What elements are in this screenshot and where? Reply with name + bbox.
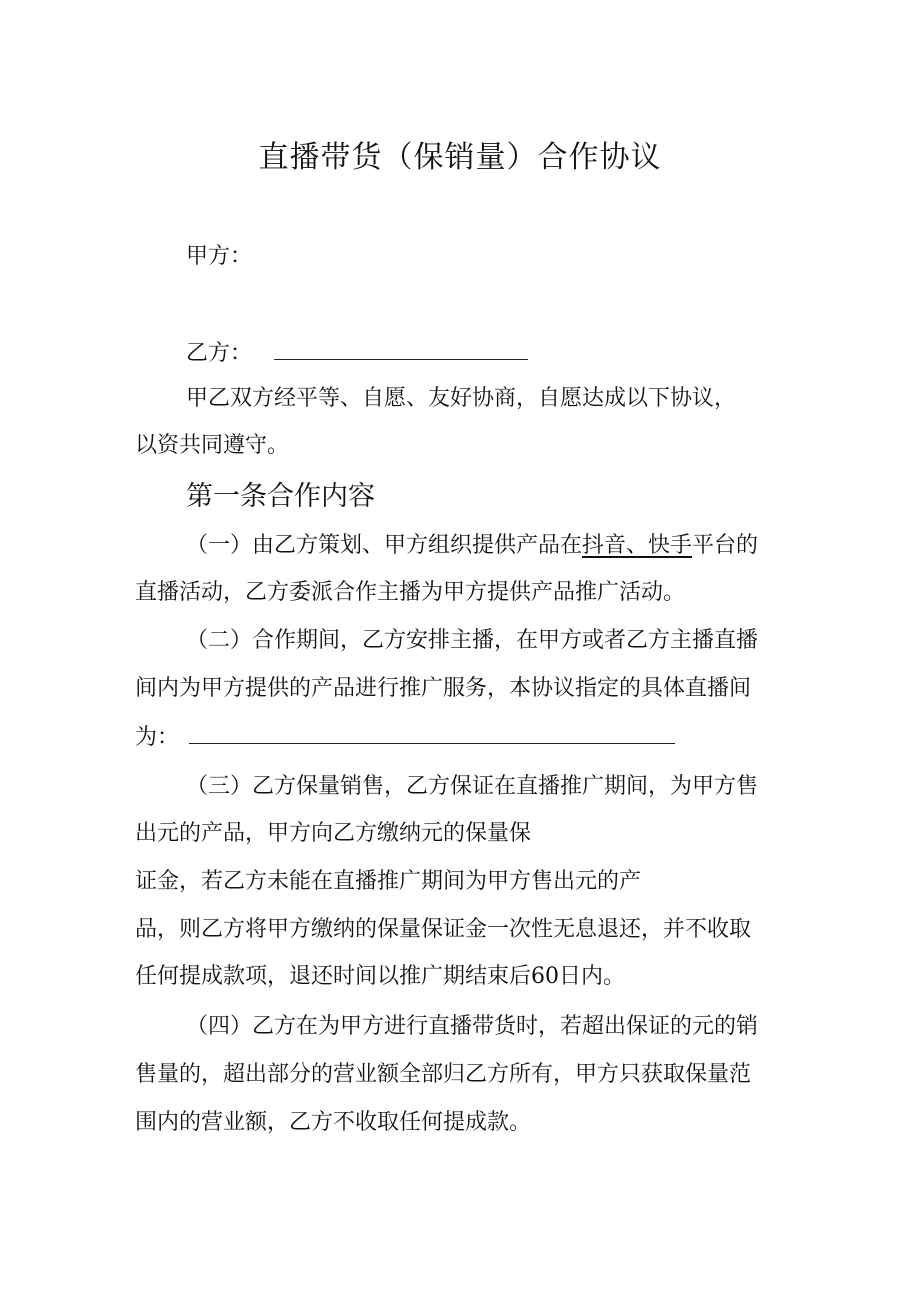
clause-4-line-2: 售量的，超出部分的营业额全部归乙方所有，甲方只获取保量范: [135, 1062, 752, 1087]
clause-1-line-1: [186, 530, 758, 562]
clause-2-line-1: （二）合作期间，乙方安排主播，在甲方或者乙方主播直播: [186, 628, 759, 653]
clause-1-text-post: 平台的: [692, 533, 759, 558]
clause-3-line-1: （三）乙方保量销售，乙方保证在直播推广期间，为甲方售: [186, 774, 759, 799]
clause-3-line-4: 品，则乙方将甲方缴纳的保量保证金一次性无息退还，并不收取: [135, 917, 752, 942]
clause-2-line-3: [135, 721, 675, 754]
clause-1-line-2: 直播活动，乙方委派合作主播为甲方提供产品推广活动。: [135, 580, 686, 605]
party-a-label: 甲方：: [186, 244, 253, 269]
live-room-blank-line: [189, 721, 675, 744]
party-b-label: 乙方：: [186, 341, 253, 366]
clause-4-line-3: 围内的营业额，乙方不收取任何提成款。: [135, 1110, 532, 1135]
clause-4-line-1: （四）乙方在为甲方进行直播带货时，若超出保证的元的销: [186, 1014, 759, 1039]
clause-3-line-3: 证金，若乙方未能在直播推广期间为甲方售出元的产: [135, 869, 642, 894]
document-title: 直播带货（保销量）合作协议: [258, 140, 662, 175]
intro-line-2: 以资共同遵守。: [135, 433, 290, 458]
clause-1-text-pre: （一）由乙方策划、甲方组织提供产品在: [186, 533, 583, 558]
clause-2-line-2: 间内为甲方提供的产品进行推广服务，本协议指定的具体直播间: [135, 676, 752, 701]
party-b-row: [186, 337, 528, 370]
clause-3-line-2: 出元的产品，甲方向乙方缴纳元的保量保: [135, 821, 532, 846]
live-room-label: 为：: [135, 725, 180, 750]
party-b-blank-line: [274, 337, 528, 360]
intro-line-1: 甲乙双方经平等、自愿、友好协商，自愿达成以下协议，: [186, 386, 737, 411]
clause-1-platforms: 抖音、快手: [582, 533, 693, 558]
article-1-heading: 第一条合作内容: [186, 481, 375, 512]
clause-3-line-5: 任何提成款项，退还时间以推广期结束后60日内。: [135, 964, 625, 989]
